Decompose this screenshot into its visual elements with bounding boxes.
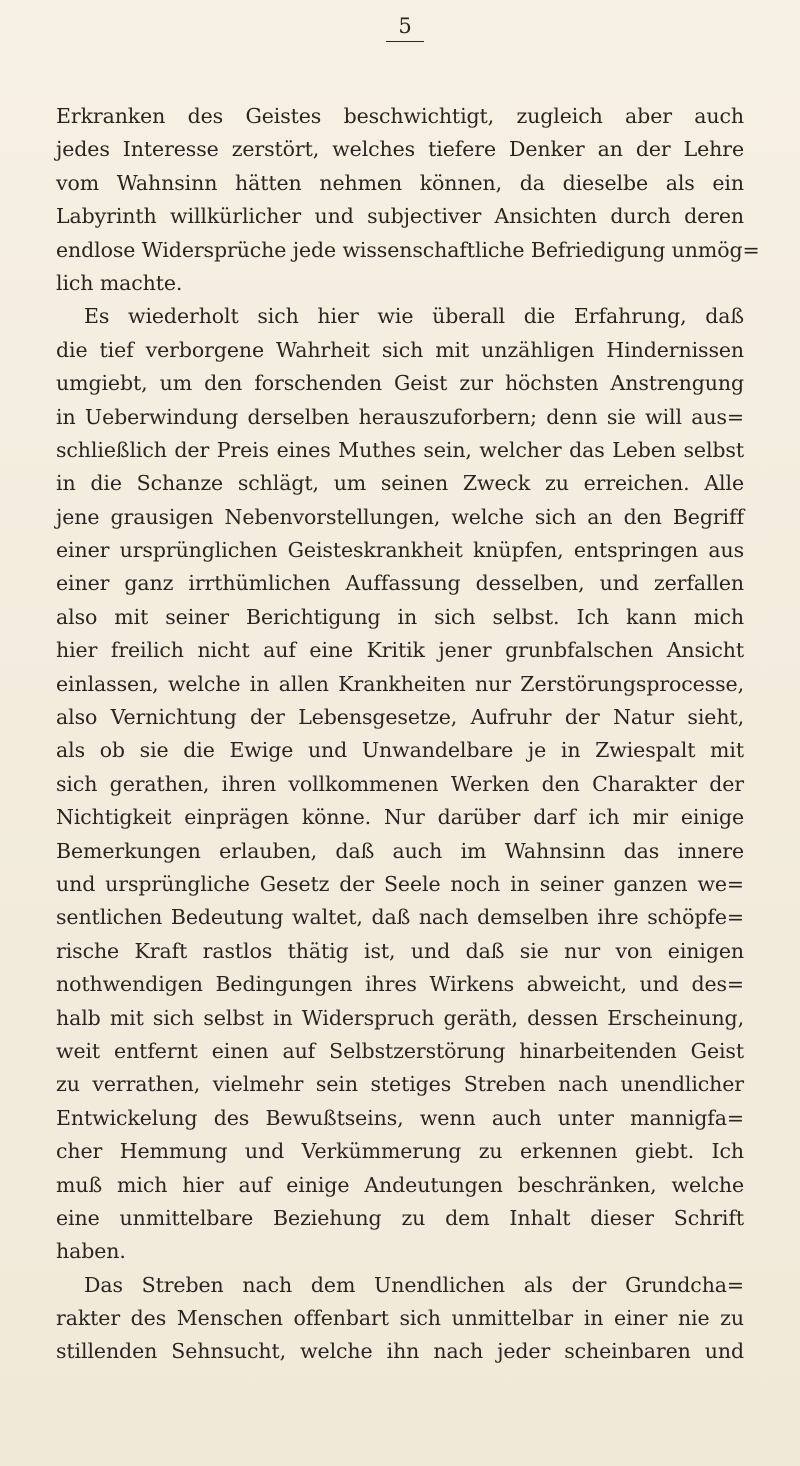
text-line: endlose Widersprüche jede wissenschaftliche Befriedigung unmög= (56, 237, 760, 262)
text-line: rakter des Menschen offenbart sich unmittelbar in einer nie zu (56, 1306, 744, 1331)
body-text (56, 100, 760, 1369)
text-line: lich machte. (56, 270, 183, 295)
text-line: halb mit sich selbst in Widerspruch geräth, dessen Erscheinung, (56, 1005, 744, 1030)
text-line: cher Hemmung und Verkümmerung zu erkennen giebt. Ich (56, 1139, 744, 1164)
text-line: also Vernichtung der Lebensgesetze, Aufruhr der Natur sieht, (56, 705, 744, 730)
text-line: und ursprüngliche Gesetz der Seele noch in seiner ganzen we= (56, 871, 744, 896)
text-line: sentlichen Bedeutung waltet, daß nach demselben ihre schöpfe= (56, 905, 744, 930)
text-line: jedes Interesse zerstört, welches tiefere Denker an der Lehre (56, 137, 744, 162)
text-line: in die Schanze schlägt, um seinen Zweck zu erreichen. Alle (56, 471, 744, 496)
text-line: Erkranken des Geistes beschwichtigt, zugleich aber auch (56, 104, 744, 128)
text-line: Labyrinth willkürlicher und subjectiver Ansichten durch deren (56, 204, 744, 229)
text-line: nothwendigen Bedingungen ihres Wirkens abweicht, und des= (56, 972, 744, 997)
page-number: 5 (0, 14, 800, 42)
text-line: als ob sie die Ewige und Unwandelbare je in Zwiespalt mit (56, 738, 744, 763)
text-line: einer ursprünglichen Geisteskrankheit knüpfen, entspringen aus (56, 538, 744, 563)
text-line: die tief verborgene Wahrheit sich mit unzähligen Hindernissen (56, 337, 744, 362)
text-line: zu verrathen, vielmehr sein stetiges Streben nach unendlicher (56, 1072, 744, 1097)
text-line: schließlich der Preis eines Muthes sein, welcher das Leben selbst (56, 437, 744, 462)
text-line: in Ueberwindung derselben herauszuforbern; denn sie will aus= (56, 404, 744, 429)
paragraph-first-line: Das Streben nach dem Unendlichen als der Grundcha= (84, 1272, 744, 1297)
text-line: weit entfernt einen auf Selbstzerstörung hinarbeitenden Geist (56, 1038, 744, 1063)
text-line: also mit seiner Berichtigung in sich selbst. Ich kann mich (56, 604, 744, 629)
paragraph-first-line: Es wiederholt sich hier wie überall die Erfahrung, daß (84, 304, 744, 329)
text-line: Entwickelung des Bewußtseins, wenn auch unter mannigfa= (56, 1105, 744, 1130)
text-line: hier freilich nicht auf eine Kritik jener grunbfalschen Ansicht (56, 638, 744, 663)
text-line: einlassen, welche in allen Krankheiten nur Zerstörungsprocesse, (56, 671, 744, 696)
text-line: jene grausigen Nebenvorstellungen, welche sich an den Begriff (56, 504, 744, 529)
text-line: vom Wahnsinn hätten nehmen können, da dieselbe als ein (56, 170, 744, 195)
text-line: stillenden Sehnsucht, welche ihn nach jeder scheinbaren und (56, 1339, 744, 1364)
text-line: umgiebt, um den forschenden Geist zur höchsten Anstrengung (56, 371, 744, 396)
text-line: Nichtigkeit einprägen könne. Nur darüber darf ich mir einige (56, 805, 744, 830)
text-line: haben. (56, 1239, 126, 1264)
text-line: rische Kraft rastlos thätig ist, und daß sie nur von einigen (56, 938, 744, 963)
text-line: sich gerathen, ihren vollkommenen Werken den Charakter der (56, 771, 744, 796)
text-line: Bemerkungen erlauben, daß auch im Wahnsinn das innere (56, 838, 744, 863)
text-line: muß mich hier auf einige Andeutungen beschränken, welche (56, 1172, 744, 1197)
text-line: eine unmittelbare Beziehung zu dem Inhalt dieser Schrift (56, 1205, 744, 1230)
text-line: einer ganz irrthümlichen Auffassung desselben, und zerfallen (56, 571, 744, 596)
